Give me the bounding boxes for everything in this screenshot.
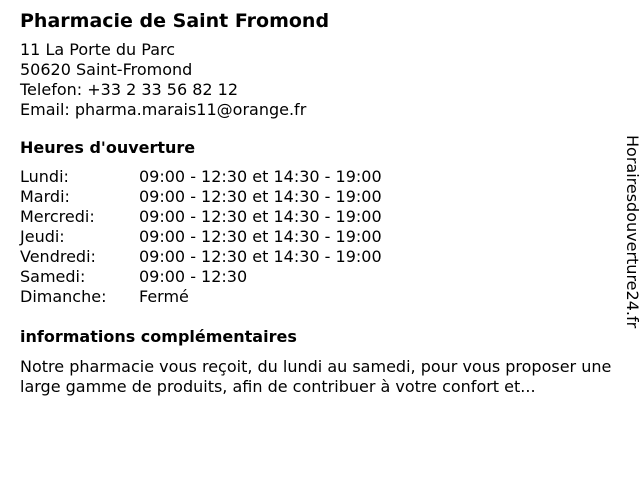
opening-hours-table bbox=[20, 167, 382, 307]
time-range: 09:00 - 12:30 et 14:30 - 19:00 bbox=[139, 247, 382, 266]
address-city: 50620 Saint-Fromond bbox=[20, 60, 193, 79]
hours-row-sunday bbox=[20, 287, 382, 307]
hours-row-saturday bbox=[20, 267, 382, 287]
pharmacy-address-block bbox=[20, 40, 620, 120]
opening-hours-heading: Heures d'ouverture bbox=[20, 138, 196, 157]
pharmacy-card bbox=[20, 8, 620, 397]
day-label: Jeudi: bbox=[20, 227, 65, 246]
time-range: Fermé bbox=[139, 287, 189, 306]
time-range: 09:00 - 12:30 et 14:30 - 19:00 bbox=[139, 167, 382, 186]
phone-number: Telefon: +33 2 33 56 82 12 bbox=[20, 80, 239, 99]
time-range: 09:00 - 12:30 et 14:30 - 19:00 bbox=[139, 207, 382, 226]
day-label: Dimanche: bbox=[20, 287, 107, 306]
address-street: 11 La Porte du Parc bbox=[20, 40, 176, 59]
additional-info-text: Notre pharmacie vous reçoit, du lundi au samedi, pour vous proposer une large gamme de produits, afin de contribuer à votre confort et... bbox=[20, 357, 612, 396]
hours-row-monday bbox=[20, 167, 382, 187]
hours-row-wednesday bbox=[20, 207, 382, 227]
day-label: Mardi: bbox=[20, 187, 70, 206]
site-watermark: Horairesdouverture24.fr bbox=[623, 135, 642, 329]
day-label: Lundi: bbox=[20, 167, 69, 186]
hours-row-thursday bbox=[20, 227, 382, 247]
additional-info-heading: informations complémentaires bbox=[20, 327, 297, 346]
time-range: 09:00 - 12:30 bbox=[139, 267, 248, 286]
day-label: Samedi: bbox=[20, 267, 86, 286]
pharmacy-name: Pharmacie de Saint Fromond bbox=[20, 10, 330, 32]
email-address: Email: pharma.marais11@orange.fr bbox=[20, 100, 307, 119]
day-label: Vendredi: bbox=[20, 247, 96, 266]
hours-row-friday bbox=[20, 247, 382, 267]
day-label: Mercredi: bbox=[20, 207, 95, 226]
hours-row-tuesday bbox=[20, 187, 382, 207]
time-range: 09:00 - 12:30 et 14:30 - 19:00 bbox=[139, 227, 382, 246]
time-range: 09:00 - 12:30 et 14:30 - 19:00 bbox=[139, 187, 382, 206]
